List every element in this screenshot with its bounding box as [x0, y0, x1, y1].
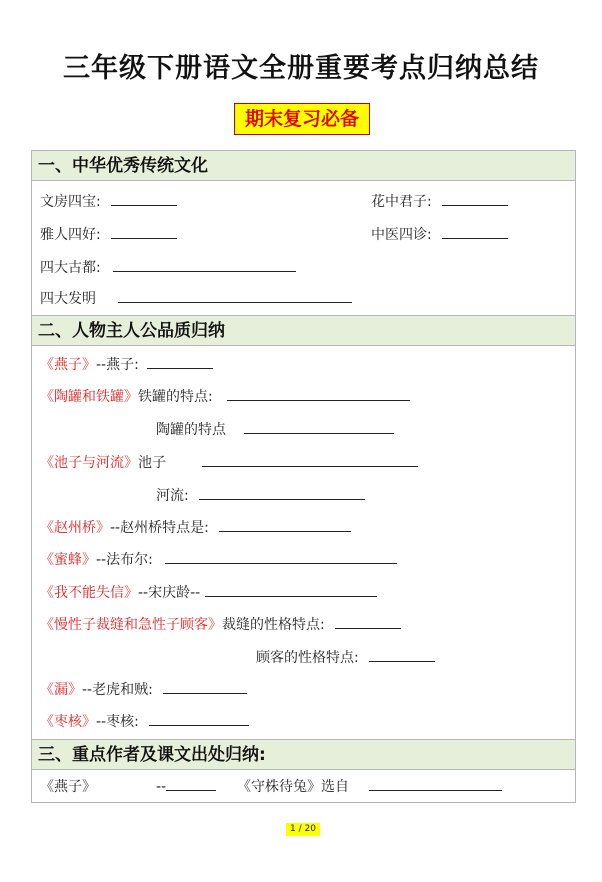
- character-row-date-pit: [40, 713, 249, 731]
- row-text: 铁罐的特点:: [138, 389, 213, 405]
- lesson-title: 《陶罐和铁罐》: [40, 389, 138, 405]
- answer-blank[interactable]: [219, 519, 351, 532]
- row-text: 顾客的性格特点:: [256, 650, 359, 666]
- row-text: --: [156, 779, 167, 795]
- culture-row-four-diagnoses: [371, 226, 508, 244]
- lesson-title: 《池子与河流》: [40, 455, 138, 471]
- character-row-customer: [256, 649, 435, 667]
- lesson-title: 《蜜蜂》: [40, 552, 96, 568]
- section-heading-authors: 三、重点作者及课文出处归纳:: [32, 739, 575, 770]
- row-text: 《守株待兔》选自: [237, 779, 349, 795]
- row-label: 中医四诊:: [371, 227, 432, 243]
- worksheet-frame: [31, 150, 576, 803]
- answer-blank[interactable]: [244, 421, 394, 434]
- lesson-title: 《赵州桥》: [40, 520, 110, 536]
- row-text: --燕子:: [96, 357, 139, 373]
- exam-review-badge: 期末复习必备: [234, 103, 370, 135]
- section-heading-culture: 一、中华优秀传统文化: [32, 150, 575, 181]
- row-text: --赵州桥特点是:: [110, 520, 209, 536]
- row-text: --枣核:: [96, 714, 139, 730]
- character-row-bees: [40, 551, 397, 569]
- lesson-title: 《我不能失信》: [40, 585, 138, 601]
- culture-row-study-treasures: [40, 193, 177, 211]
- row-label: 文房四宝:: [40, 194, 101, 210]
- answer-blank[interactable]: [163, 681, 247, 694]
- author-row-swallow-answer: [156, 778, 216, 796]
- row-text: --老虎和贼:: [82, 682, 153, 698]
- document-title: 三年级下册语文全册重要考点归纳总结: [63, 53, 539, 84]
- answer-blank[interactable]: [111, 226, 177, 239]
- lesson-title: 《燕子》: [40, 779, 96, 795]
- row-text: 裁缝的性格特点:: [222, 617, 325, 633]
- author-row-swallow: [40, 778, 96, 796]
- answer-blank[interactable]: [149, 713, 249, 726]
- answer-blank[interactable]: [199, 487, 365, 500]
- character-row-pond-river: [40, 454, 418, 472]
- lesson-title: 《燕子》: [40, 357, 96, 373]
- row-label: 四大发明: [40, 291, 96, 307]
- character-row-swallow: [40, 356, 213, 374]
- culture-row-four-hobbies: [40, 226, 177, 244]
- row-label: 四大古都:: [40, 260, 101, 276]
- culture-row-four-inventions: [40, 290, 352, 308]
- lesson-title: 《慢性子裁缝和急性子顾客》: [40, 617, 222, 633]
- answer-blank[interactable]: [205, 584, 377, 597]
- culture-row-four-gentlemen: [371, 193, 508, 211]
- answer-blank[interactable]: [111, 193, 177, 206]
- character-row-tailor: [40, 616, 401, 634]
- row-text: --法布尔:: [96, 552, 153, 568]
- character-row-zhaozhou-bridge: [40, 519, 351, 537]
- answer-blank[interactable]: [369, 649, 435, 662]
- character-row-clay-pot: [156, 421, 394, 439]
- row-label: 花中君子:: [371, 194, 432, 210]
- row-text: 陶罐的特点: [156, 422, 226, 438]
- character-row-river: [156, 487, 365, 505]
- row-label: 雅人四好:: [40, 227, 101, 243]
- row-text: 河流:: [156, 488, 189, 504]
- answer-blank[interactable]: [335, 616, 401, 629]
- answer-blank[interactable]: [442, 226, 508, 239]
- row-text: --宋庆龄--: [138, 585, 201, 601]
- answer-blank[interactable]: [147, 356, 213, 369]
- answer-blank[interactable]: [202, 454, 418, 467]
- culture-row-four-capitals: [40, 259, 296, 277]
- lesson-title: 《枣核》: [40, 714, 96, 730]
- character-row-promise: [40, 584, 377, 602]
- lesson-title: 《漏》: [40, 682, 82, 698]
- row-text: 池子: [138, 455, 166, 471]
- answer-blank[interactable]: [442, 193, 508, 206]
- character-row-pots: [40, 388, 410, 406]
- section-heading-characters: 二、人物主人公品质归纳: [32, 315, 575, 346]
- answer-blank[interactable]: [113, 259, 296, 272]
- author-row-rabbit: [237, 778, 502, 796]
- answer-blank[interactable]: [118, 290, 352, 303]
- answer-blank[interactable]: [166, 778, 216, 791]
- answer-blank[interactable]: [369, 778, 502, 791]
- page-indicator: 1 / 20: [286, 823, 320, 836]
- answer-blank[interactable]: [165, 551, 397, 564]
- character-row-leak: [40, 681, 247, 699]
- answer-blank[interactable]: [227, 388, 410, 401]
